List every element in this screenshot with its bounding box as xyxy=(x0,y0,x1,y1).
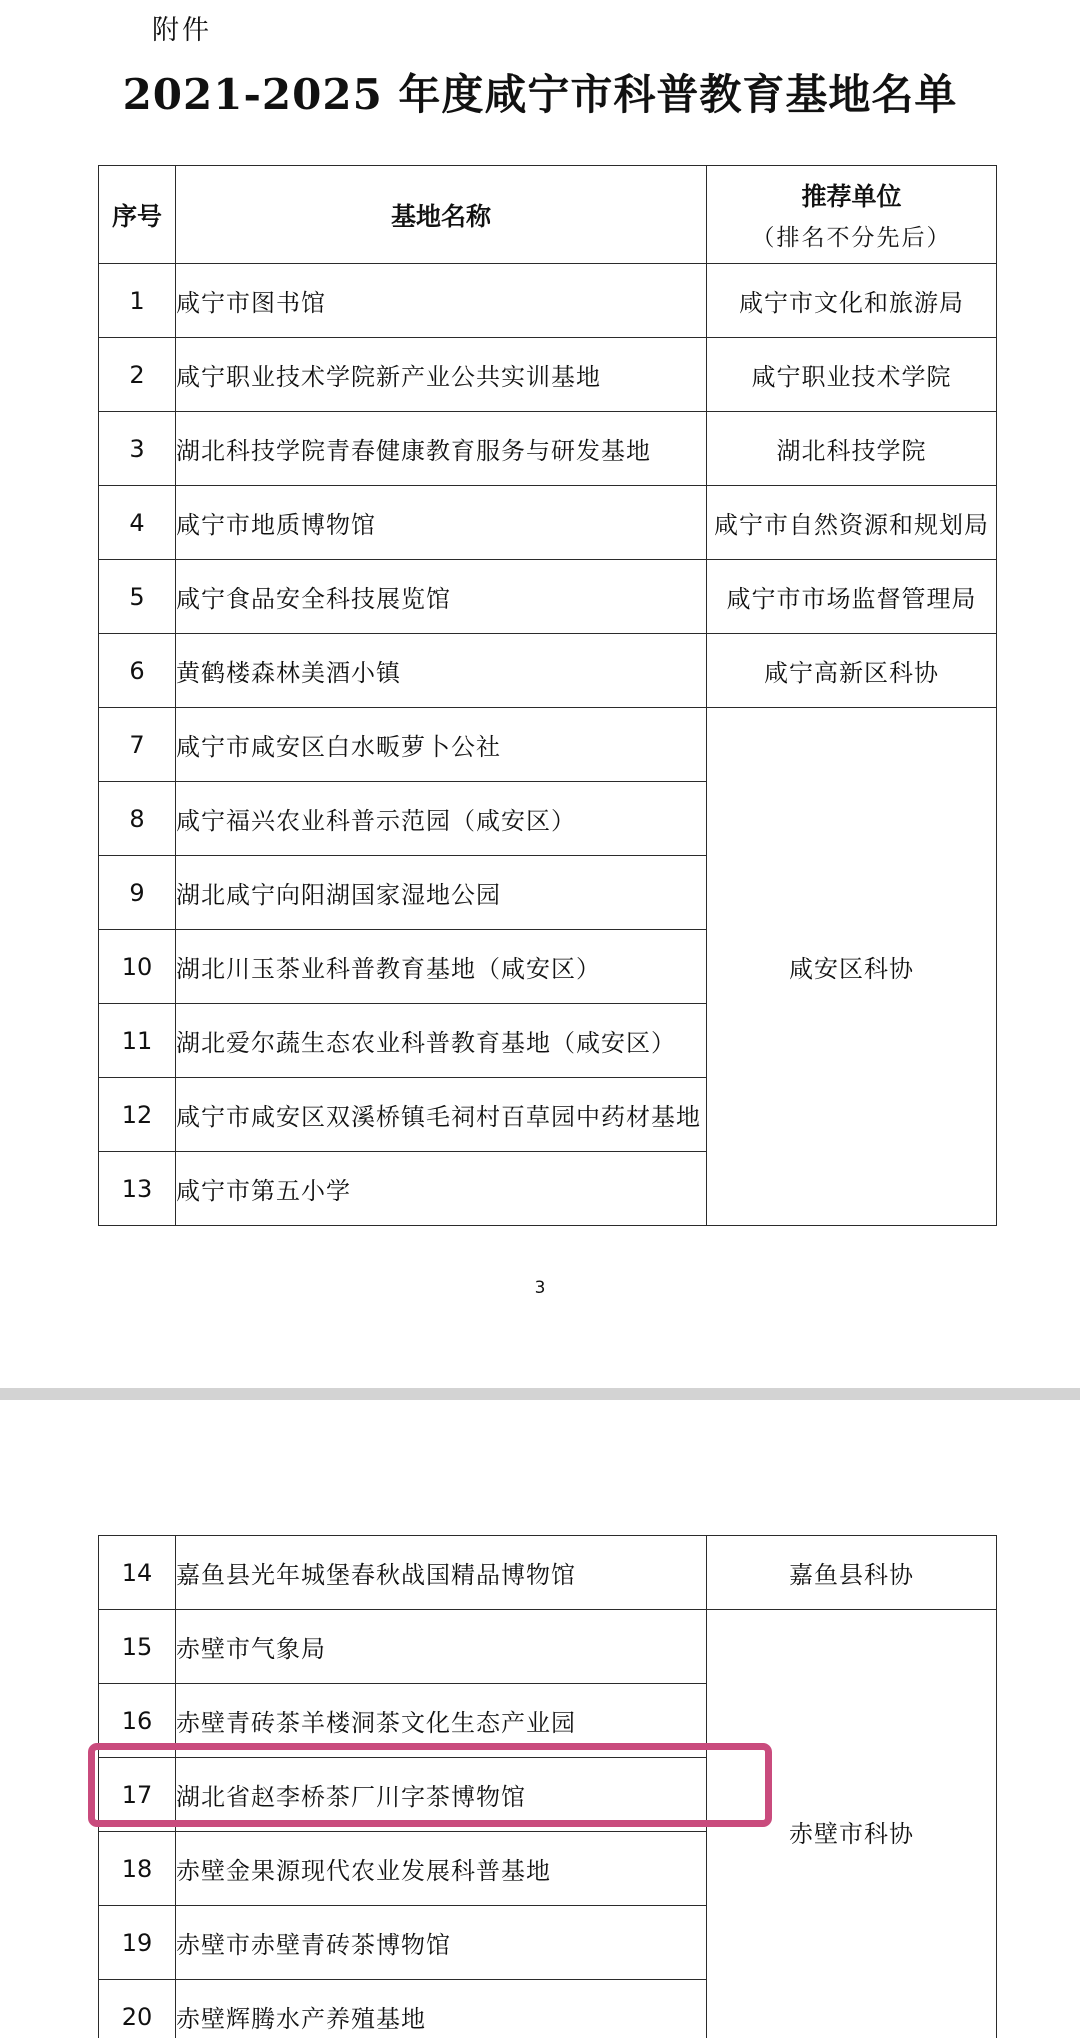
row-no: 5 xyxy=(99,560,176,634)
row-no: 15 xyxy=(99,1610,176,1684)
header-unit-label: 推荐单位 xyxy=(801,182,902,211)
row-name: 赤壁辉腾水产养殖基地 xyxy=(176,1980,707,2038)
row-name: 咸宁食品安全科技展览馆 xyxy=(176,560,707,634)
row-name: 咸宁市咸安区双溪桥镇毛祠村百草园中药材基地 xyxy=(176,1078,707,1152)
row-no: 7 xyxy=(99,708,176,782)
row-name: 湖北咸宁向阳湖国家湿地公园 xyxy=(176,856,707,930)
row-name: 赤壁金果源现代农业发展科普基地 xyxy=(176,1832,707,1906)
row-unit: 湖北科技学院 xyxy=(707,412,997,486)
page-divider xyxy=(0,1388,1080,1400)
header-unit-note: （排名不分先后） xyxy=(751,225,952,251)
row-no: 13 xyxy=(99,1152,176,1226)
row-name: 赤壁市气象局 xyxy=(176,1610,707,1684)
table-row xyxy=(99,1536,997,1610)
row-name: 咸宁市图书馆 xyxy=(176,264,707,338)
table-row xyxy=(99,412,997,486)
row-no: 10 xyxy=(99,930,176,1004)
row-name: 湖北爱尔蔬生态农业科普教育基地（咸安区） xyxy=(176,1004,707,1078)
row-name: 咸宁职业技术学院新产业公共实训基地 xyxy=(176,338,707,412)
row-no: 17 xyxy=(99,1758,176,1832)
row-no: 16 xyxy=(99,1684,176,1758)
row-unit: 咸宁市自然资源和规划局 xyxy=(707,486,997,560)
header-unit xyxy=(707,166,997,264)
row-name: 赤壁市赤壁青砖茶博物馆 xyxy=(176,1906,707,1980)
row-name: 湖北科技学院青春健康教育服务与研发基地 xyxy=(176,412,707,486)
row-name: 咸宁市第五小学 xyxy=(176,1152,707,1226)
document-title: 2021-2025 年度咸宁市科普教育基地名单 xyxy=(122,70,958,119)
table-row xyxy=(99,560,997,634)
base-list-table xyxy=(98,165,997,1226)
table-row xyxy=(99,1610,997,1684)
row-name: 嘉鱼县光年城堡春秋战国精品博物馆 xyxy=(176,1536,707,1610)
row-unit: 咸宁职业技术学院 xyxy=(707,338,997,412)
table-row xyxy=(99,338,997,412)
row-name: 咸宁市咸安区白水畈萝卜公社 xyxy=(176,708,707,782)
merged-unit-cell: 赤壁市科协 xyxy=(707,1610,997,2038)
row-no: 4 xyxy=(99,486,176,560)
header-no: 序号 xyxy=(99,166,176,264)
header-name: 基地名称 xyxy=(176,166,707,264)
row-name: 湖北川玉茶业科普教育基地（咸安区） xyxy=(176,930,707,1004)
row-name: 咸宁福兴农业科普示范园（咸安区） xyxy=(176,782,707,856)
table-row xyxy=(99,708,997,782)
table-row xyxy=(99,264,997,338)
row-name: 黄鹤楼森林美酒小镇 xyxy=(176,634,707,708)
row-no: 18 xyxy=(99,1832,176,1906)
row-unit: 嘉鱼县科协 xyxy=(707,1536,997,1610)
row-no: 12 xyxy=(99,1078,176,1152)
table-header-row xyxy=(99,166,997,264)
row-no: 6 xyxy=(99,634,176,708)
row-name: 湖北省赵李桥茶厂川字茶博物馆 xyxy=(176,1758,707,1832)
row-no: 2 xyxy=(99,338,176,412)
row-no: 19 xyxy=(99,1906,176,1980)
document-page-4 xyxy=(0,1400,1080,2038)
row-no: 1 xyxy=(99,264,176,338)
highlight-box xyxy=(88,1743,772,1827)
row-unit: 咸宁市市场监督管理局 xyxy=(707,560,997,634)
row-name: 赤壁青砖茶羊楼洞茶文化生态产业园 xyxy=(176,1684,707,1758)
row-no: 11 xyxy=(99,1004,176,1078)
row-no: 20 xyxy=(99,1980,176,2038)
row-name: 咸宁市地质博物馆 xyxy=(176,486,707,560)
row-no: 9 xyxy=(99,856,176,930)
attachment-label: 附件 xyxy=(152,15,212,46)
row-no: 14 xyxy=(99,1536,176,1610)
row-no: 8 xyxy=(99,782,176,856)
row-unit: 咸宁市文化和旅游局 xyxy=(707,264,997,338)
row-unit: 咸宁高新区科协 xyxy=(707,634,997,708)
row-no: 3 xyxy=(99,412,176,486)
table-row xyxy=(99,634,997,708)
page-number: 3 xyxy=(534,1278,546,1298)
merged-unit-cell: 咸安区科协 xyxy=(707,708,997,1226)
table-row xyxy=(99,486,997,560)
